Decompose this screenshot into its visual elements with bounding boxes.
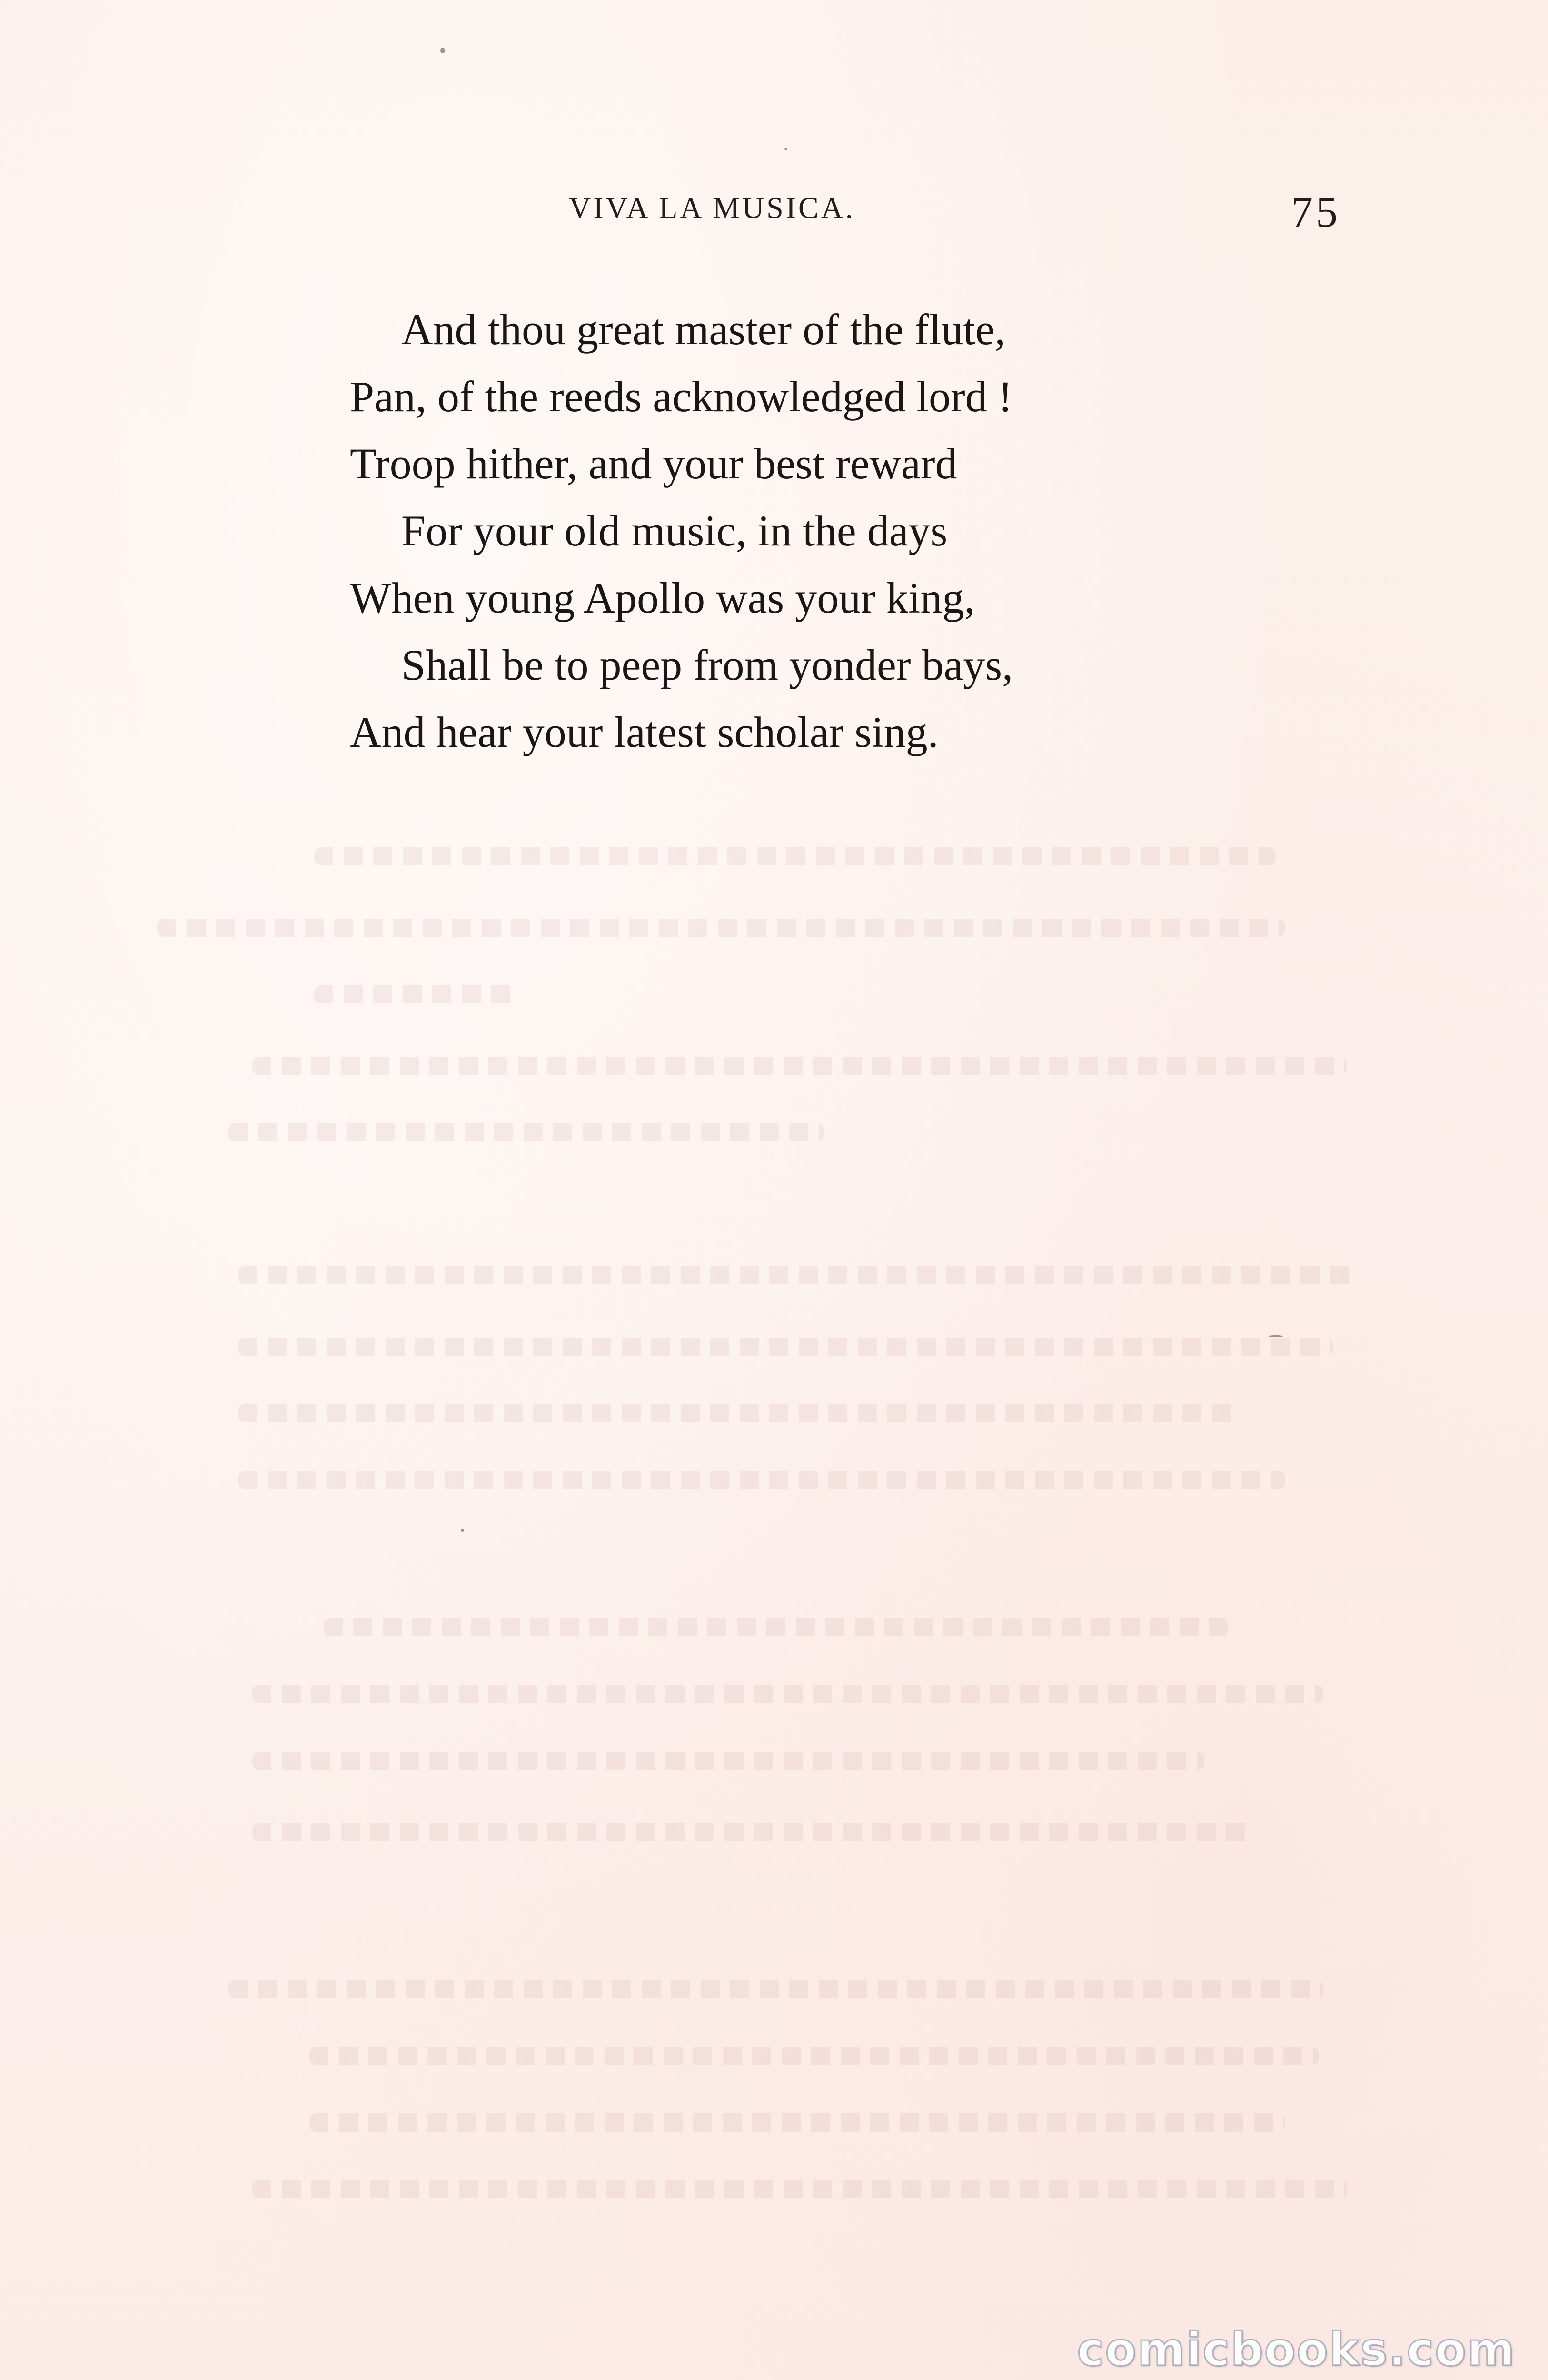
bleed-through-texture [157, 828, 1376, 2185]
poem-line: When young Apollo was your king, [350, 574, 975, 622]
paper-speck [461, 1529, 464, 1532]
poem-line: For your old music, in the days [401, 506, 948, 555]
poem-line: Pan, of the reeds acknowledged lord ! [350, 372, 1013, 421]
poem-line: Troop hither, and your best reward [350, 439, 957, 488]
poem-line: Shall be to peep from yonder bays, [401, 641, 1013, 689]
poem-stanza [350, 296, 1254, 766]
page-number: 75 [1291, 188, 1340, 236]
running-title: VIVA LA MUSICA. [569, 191, 855, 225]
watermark-logo: comicbooks.com [1077, 2323, 1516, 2376]
poem-line: And hear your latest scholar sing. [350, 708, 939, 756]
paper-speck [784, 148, 787, 150]
poem-line: And thou great master of the flute, [401, 305, 1006, 354]
paper-speck [440, 48, 445, 53]
paper-speck [1269, 1335, 1283, 1337]
